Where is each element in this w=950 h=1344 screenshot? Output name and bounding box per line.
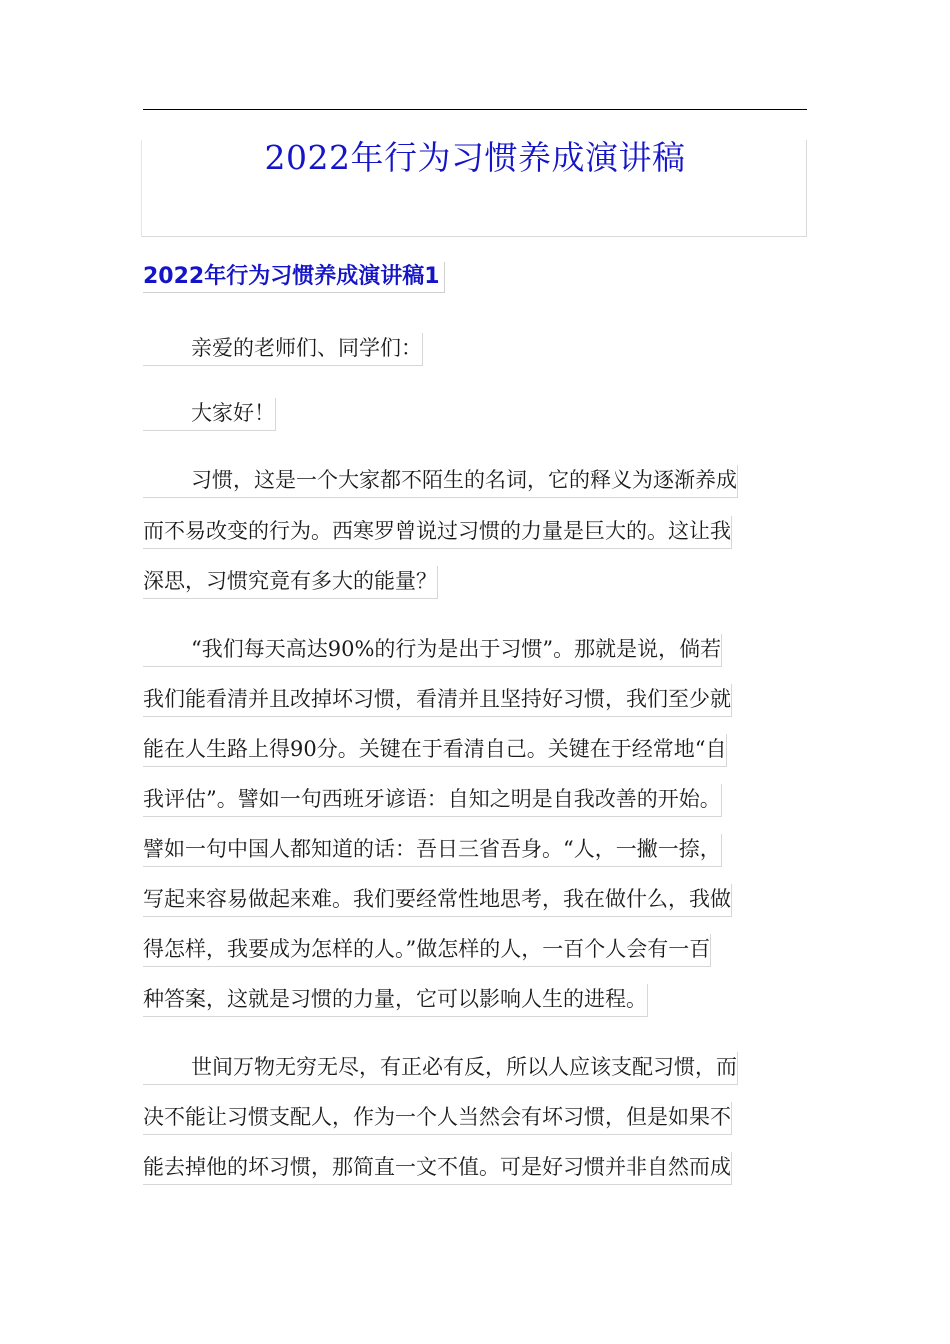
- paragraph-line: 而不易改变的行为。西寒罗曾说过习惯的力量是巨大的。这让我: [143, 516, 732, 549]
- paragraph-line: 决不能让习惯支配人，作为一个人当然会有坏习惯，但是如果不: [143, 1102, 732, 1135]
- paragraph-line: 习惯，这是一个大家都不陌生的名词，它的释义为逐渐养成: [143, 465, 738, 498]
- paragraph-line: 写起来容易做起来难。我们要经常性地思考，我在做什么，我做: [143, 884, 732, 917]
- paragraph-line: 深思，习惯究竟有多大的能量？: [143, 566, 438, 599]
- paragraph-line: “我们每天高达90%的行为是出于习惯”。那就是说，倘若: [143, 634, 722, 667]
- paragraph-line: 我评估”。譬如一句西班牙谚语：自知之明是自我改善的开始。: [143, 784, 722, 817]
- paragraph-line: 能在人生路上得90分。关键在于看清自己。关键在于经常地“自: [143, 734, 727, 767]
- greeting-line: 大家好！: [143, 398, 276, 431]
- paragraph-line: 种答案，这就是习惯的力量，它可以影响人生的进程。: [143, 984, 648, 1017]
- section-heading: 2022年行为习惯养成演讲稿1: [143, 262, 445, 293]
- paragraph-line: 譬如一句中国人都知道的话：吾日三省吾身。“人，一撇一捺，: [143, 834, 722, 867]
- paragraph-line: 得怎样，我要成为怎样的人。”做怎样的人，一百个人会有一百: [143, 934, 711, 967]
- salutation-line: 亲爱的老师们、同学们：: [143, 333, 423, 366]
- paragraph-line: 我们能看清并且改掉坏习惯，看清并且坚持好习惯，我们至少就: [143, 684, 732, 717]
- paragraph-line: 能去掉他的坏习惯，那简直一文不值。可是好习惯并非自然而成: [143, 1152, 732, 1185]
- paragraph-line: 世间万物无穷无尽，有正必有反，所以人应该支配习惯，而: [143, 1052, 738, 1085]
- document-title: 2022年行为习惯养成演讲稿: [264, 138, 686, 177]
- header-rule: [143, 109, 807, 110]
